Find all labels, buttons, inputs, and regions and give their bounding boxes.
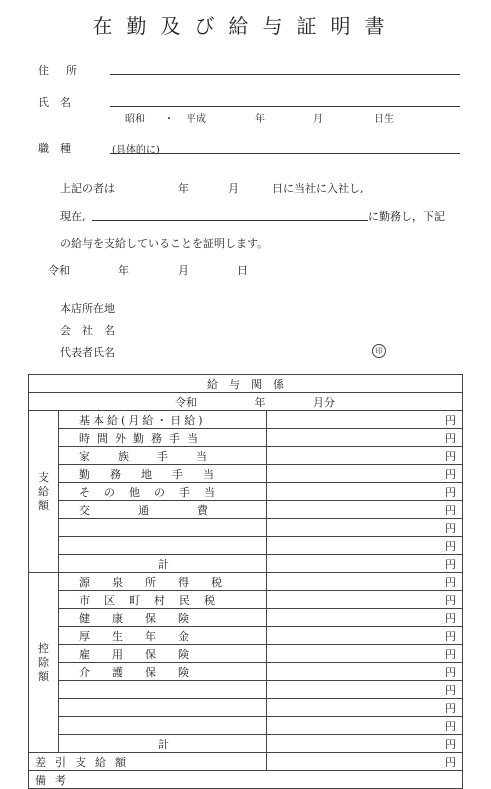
payment-amount[interactable] <box>267 537 417 555</box>
deduction-item: 雇用保険 <box>59 645 267 663</box>
payment-amount[interactable] <box>267 447 417 465</box>
payment-total-label: 計 <box>59 555 267 573</box>
birth-month-label: 月 <box>313 114 323 125</box>
yen-unit: 円 <box>417 681 463 699</box>
deduction-amount[interactable] <box>267 573 417 591</box>
deduction-amount[interactable] <box>267 717 417 735</box>
era-separator: ・ <box>164 114 174 125</box>
payment-amount[interactable] <box>267 411 417 429</box>
occupation-hint: (具体的に) <box>112 145 160 156</box>
deduction-item-blank[interactable] <box>59 681 267 699</box>
table-period: 令和 年 月分 <box>29 393 463 411</box>
date-month: 月 <box>178 264 189 277</box>
payment-item: 時間外勤務手当 <box>59 429 267 447</box>
yen-unit: 円 <box>417 591 463 609</box>
payment-item-blank[interactable] <box>59 519 267 537</box>
deduction-amount[interactable] <box>267 609 417 627</box>
remarks-label: 備考 <box>35 773 75 787</box>
name-field[interactable] <box>110 106 460 107</box>
yen-unit: 円 <box>417 645 463 663</box>
deduction-total-label: 計 <box>59 735 267 753</box>
payment-section-label: 支給額 <box>29 411 59 573</box>
body-line1-start: 上記の者は <box>60 182 115 195</box>
payment-item: 基本給(月給・日給) <box>59 411 267 429</box>
net-pay-label: 差引支給額 <box>29 753 267 771</box>
payment-item-blank[interactable] <box>59 537 267 555</box>
address-field[interactable] <box>110 74 460 75</box>
payment-amount[interactable] <box>267 483 417 501</box>
deduction-amount[interactable] <box>267 699 417 717</box>
payment-item: 交通費 <box>59 501 267 519</box>
table-header: 給 与 関 係 <box>29 375 463 393</box>
deduction-item-blank[interactable] <box>59 699 267 717</box>
deduction-item: 介護保険 <box>59 663 267 681</box>
deduction-amount[interactable] <box>267 663 417 681</box>
deduction-amount[interactable] <box>267 591 417 609</box>
occupation-field[interactable] <box>110 153 460 154</box>
deduction-amount[interactable] <box>267 645 417 663</box>
yen-unit: 円 <box>417 573 463 591</box>
payment-item: 勤務地手当 <box>59 465 267 483</box>
birth-day-label: 日生 <box>374 114 394 125</box>
date-day: 日 <box>237 264 248 277</box>
yen-unit: 円 <box>417 555 463 573</box>
payment-total-amount[interactable] <box>267 555 417 573</box>
hq-label: 本店所在地 <box>60 302 115 315</box>
occupation-label: 職 種 <box>38 142 71 155</box>
payment-item: その他の手当 <box>59 483 267 501</box>
yen-unit: 円 <box>417 537 463 555</box>
payment-amount[interactable] <box>267 501 417 519</box>
body-line2-end: に勤務し，下記 <box>368 210 445 223</box>
yen-unit: 円 <box>417 411 463 429</box>
remarks-field[interactable] <box>29 771 463 789</box>
yen-unit: 円 <box>417 465 463 483</box>
date-era: 令和 <box>48 264 70 277</box>
yen-unit: 円 <box>417 699 463 717</box>
deduction-item-blank[interactable] <box>59 717 267 735</box>
salary-table <box>28 374 463 789</box>
yen-unit: 円 <box>417 447 463 465</box>
yen-unit: 円 <box>417 519 463 537</box>
workplace-field[interactable] <box>92 220 368 221</box>
payment-amount[interactable] <box>267 429 417 447</box>
body-line1-end: 日に当社に入社し, <box>272 182 364 195</box>
seal-mark: 印 <box>372 344 386 358</box>
payment-item: 家族手当 <box>59 447 267 465</box>
birth-year-label: 年 <box>255 114 265 125</box>
yen-unit: 円 <box>417 429 463 447</box>
company-name-label: 会 社 名 <box>60 324 115 337</box>
net-pay-amount[interactable] <box>267 753 417 771</box>
payment-amount[interactable] <box>267 465 417 483</box>
representative-label: 代表者氏名 <box>60 346 115 359</box>
yen-unit: 円 <box>417 663 463 681</box>
body-line2-start: 現在, <box>60 210 86 223</box>
body-line1-year: 年 <box>178 182 189 195</box>
address-label: 住 所 <box>38 64 80 77</box>
date-year: 年 <box>118 264 129 277</box>
yen-unit: 円 <box>417 627 463 645</box>
deduction-total-amount[interactable] <box>267 735 417 753</box>
body-line1-month: 月 <box>228 182 239 195</box>
deduction-amount[interactable] <box>267 681 417 699</box>
yen-unit: 円 <box>417 735 463 753</box>
payment-amount[interactable] <box>267 519 417 537</box>
name-label: 氏 名 <box>38 96 71 109</box>
yen-unit: 円 <box>417 609 463 627</box>
deduction-item: 厚生年金 <box>59 627 267 645</box>
yen-unit: 円 <box>417 753 463 771</box>
deduction-section-label: 控除額 <box>29 573 59 753</box>
era-heisei: 平成 <box>186 114 206 125</box>
deduction-amount[interactable] <box>267 627 417 645</box>
deduction-item: 健康保険 <box>59 609 267 627</box>
yen-unit: 円 <box>417 483 463 501</box>
deduction-item: 市区町村民税 <box>59 591 267 609</box>
era-showa: 昭和 <box>125 114 145 125</box>
body-line3: の給与を支給していることを証明します。 <box>60 237 269 250</box>
yen-unit: 円 <box>417 501 463 519</box>
yen-unit: 円 <box>417 717 463 735</box>
page-title: 在勤及び給与証明書 <box>92 14 399 38</box>
deduction-item: 源泉所得税 <box>59 573 267 591</box>
